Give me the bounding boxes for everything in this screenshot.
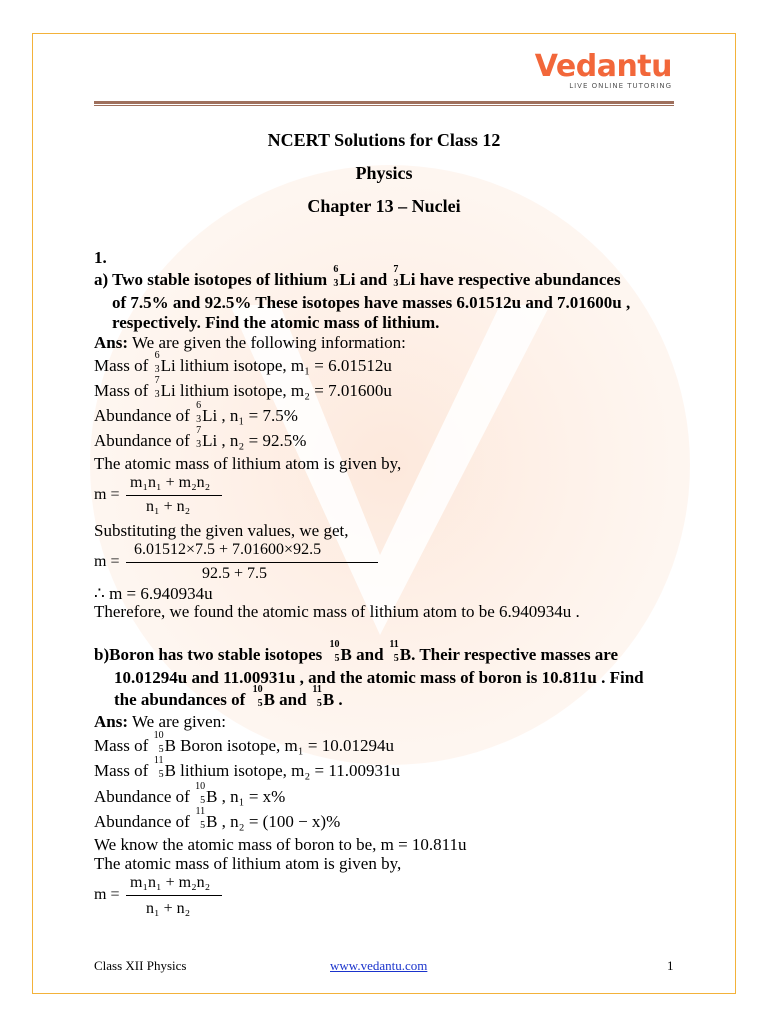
isotope-b10: 10 5 [329, 639, 340, 664]
isotope-b11: 11 5 [389, 639, 399, 664]
brand-tagline: LIVE ONLINE TUTORING [569, 82, 672, 90]
question-a-text: Two stable isotopes of lithium [112, 270, 332, 289]
answer-a-line1: Mass of 6 3 Li lithium isotope, m₁ = 6.01512u [94, 350, 392, 375]
brand-logo [535, 50, 672, 90]
question-a-line2: of 7.5% and 92.5% These isotopes have masses 6.01512u and 7.01600u , [112, 293, 631, 312]
isotope-li7: 7 3 [393, 264, 399, 289]
question-b-line2: 10.01294u and 11.00931u , and the atomic mass of boron is 10.811u . Find [114, 668, 644, 687]
question-a-line3: respectively. Find the atomic mass of lithium. [112, 313, 440, 332]
answer-a-intro: Ans: We are given the following information: [94, 333, 406, 352]
question-a-line1: a) Two stable isotopes of lithium 6 3 Li and 7 3 Li have respective abundances [94, 264, 621, 289]
question-b-line1: b)Boron has two stable isotopes 10 5 B and 11 5 B. Their respective masses are [94, 639, 619, 664]
answer-b-line3: Abundance of 10 5 B , n₁ = x% [94, 781, 286, 806]
page-number: 1 [667, 958, 674, 973]
answer-a-line3: Abundance of 6 3 Li , n₁ = 7.5% [94, 400, 298, 425]
answer-b-line4: Abundance of 11 5 B , n₂ = (100 − x)% [94, 806, 341, 831]
doc-chapter: Chapter 13 – Nuclei [307, 196, 461, 216]
question-b-label: b) [94, 645, 110, 664]
question-b-line3: the abundances of 10 5 B and 11 5 B . [114, 684, 343, 709]
footer-website-link[interactable]: www.vedantu.com [330, 958, 428, 973]
question-number: 1. [94, 248, 107, 267]
answer-a-line6: Substituting the given values, we get, [94, 521, 349, 540]
answer-b-line2: Mass of 11 5 B lithium isotope, m₂ = 11.00931u [94, 755, 400, 780]
answer-a-result: ∴ m = 6.940934u [94, 584, 213, 603]
answer-a-line4: Abundance of 7 3 Li , n₂ = 92.5% [94, 425, 307, 450]
header-rule-thin [94, 105, 674, 106]
footer-class: Class XII Physics [94, 958, 187, 973]
isotope-li6: 6 3 [333, 264, 339, 289]
answer-b-intro: Ans: We are given: [94, 712, 226, 731]
brand-name: Vedantu [534, 49, 672, 84]
answer-a-conclusion: Therefore, we found the atomic mass of lithium atom to be 6.940934u . [94, 602, 580, 621]
answer-b-line1: Mass of 10 5 B Boron isotope, m₁ = 10.01294u [94, 730, 394, 755]
header-rule [94, 101, 674, 104]
question-a-label: a) [94, 270, 109, 289]
doc-title: NCERT Solutions for Class 12 [267, 130, 501, 150]
doc-subject: Physics [355, 163, 413, 183]
answer-a-line5: The atomic mass of lithium atom is given by, [94, 454, 402, 473]
answer-a-line2: Mass of 7 3 Li lithium isotope, m₂ = 7.01600u [94, 375, 392, 400]
answer-b-line5: We know the atomic mass of boron to be, m = 10.811u [94, 835, 467, 854]
answer-b-line6: The atomic mass of lithium atom is given by, [94, 854, 402, 873]
